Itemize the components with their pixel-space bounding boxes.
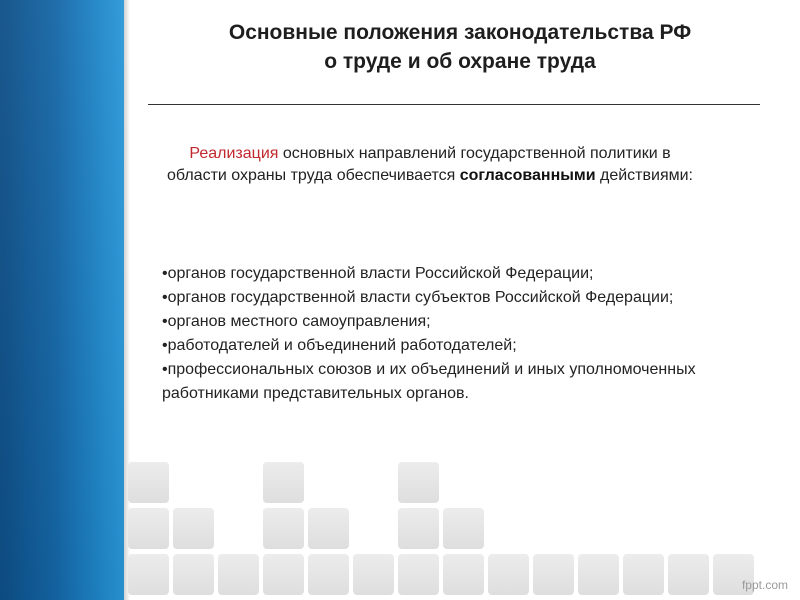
left-blue-band [0,0,124,600]
decorative-tile [263,462,304,503]
decorative-tile [218,554,259,595]
list-item: •профессиональных союзов и их объединений и иных уполномоченных работниками представительных органов. [162,361,696,402]
decorative-tile [533,554,574,595]
list-item: •органов государственной власти субъектов Российской Федерации; [162,289,674,306]
decorative-tile [578,554,619,595]
decorative-tile [308,508,349,549]
bullet-list [162,262,742,406]
watermark: fppt.com [741,578,788,592]
title-divider [148,104,760,105]
list-item: •органов местного самоуправления; [162,313,431,330]
intro-text-1: основных направлений государственной политики в области охраны труда обеспечивается [166,145,671,184]
decorative-tile [488,554,529,595]
decorative-tile [668,554,709,595]
decorative-tile [443,508,484,549]
decorative-tile [398,462,439,503]
decorative-tile [173,554,214,595]
list-item: •работодателей и объединений работодателей; [162,337,517,354]
decorative-tile [128,508,169,549]
title-line-2: о труде и об охране труда [324,50,596,73]
decorative-tile [263,508,304,549]
decorative-tile [443,554,484,595]
intro-paragraph [160,143,700,187]
intro-bold-word: согласованными [459,167,596,184]
decorative-tile [398,508,439,549]
decorative-tile [623,554,664,595]
list-item: •органов государственной власти Российской Федерации; [162,265,594,282]
decorative-tile [128,554,169,595]
slide-title [140,18,780,76]
decorative-tile [173,508,214,549]
decorative-tile [353,554,394,595]
title-line-1: Основные положения законодательства РФ [228,21,692,44]
decorative-tile [263,554,304,595]
decorative-tile [398,554,439,595]
intro-accent-word: Реализация [189,145,279,162]
decorative-tile [128,462,169,503]
decorative-tile [308,554,349,595]
intro-text-2: действиями: [595,167,693,184]
